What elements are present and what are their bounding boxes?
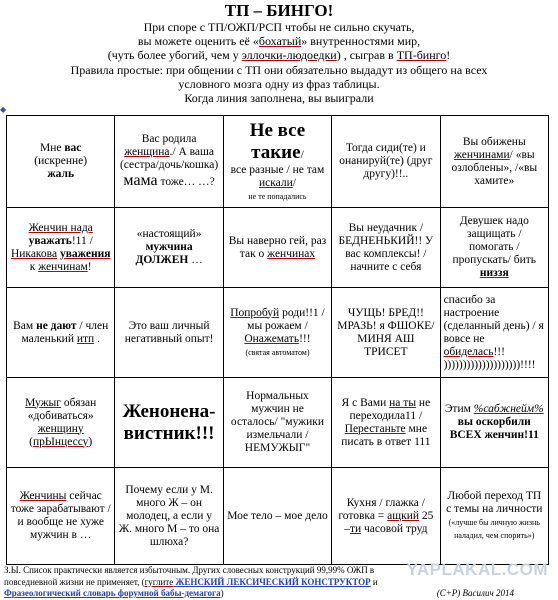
- page-title: ТП – БИНГО!: [224, 1, 334, 20]
- bingo-cell[interactable]: «настоящий» мужчина ДОЛЖЕН …: [115, 208, 223, 288]
- link-phrasebook[interactable]: Фразеологический словарь форумной бабы-демагога: [4, 588, 221, 598]
- bingo-cell[interactable]: Почему если у М. много Ж – он молодец, а если у Ж. много М – то она шлюха?: [115, 468, 223, 565]
- bingo-cell[interactable]: Женонена-вистник!!!: [115, 378, 223, 468]
- bingo-cell[interactable]: спасибо за настроение (сделанный день) / я вовсе не обиделась!!! ))))))))))))))))))))!!!!: [440, 288, 548, 378]
- bingo-cell[interactable]: Нормальных мужчин не осталось/ "мужики измельчали / НЕМУЖЫГ": [223, 378, 331, 468]
- rules-line-1: Правила простые: при общении с ТП они обязательно выдадут из общего на всех: [70, 62, 488, 77]
- watermark-logo: YAPLAKAL.COM: [406, 560, 548, 579]
- bingo-cell[interactable]: Женчины сейчас тоже зарабатывают / и вообще не хуже мужчин в …: [7, 468, 115, 565]
- bingo-cell[interactable]: Этим %сабжнейм% вы оскорбили ВСЕХ женчин!11: [440, 378, 548, 468]
- rules-line-2: условного мозга одну из фраз таблицы.: [178, 76, 380, 91]
- document-header: [0, 0, 558, 116]
- bingo-cell[interactable]: Это ваш личный негативный опыт!: [115, 288, 223, 378]
- bingo-cell[interactable]: Попробуй роди!!1 / мы рожаем / Онажемать!!! (святая автоматом): [223, 288, 331, 378]
- bingo-cell[interactable]: Девушек надо защищать / помогать / пропускать/ бить низзя: [440, 208, 548, 288]
- bingo-cell[interactable]: Не все такие/ все разные / не там искали/ не те попадались: [223, 116, 331, 208]
- anchor-marker: ◆: [0, 105, 7, 114]
- bingo-cell[interactable]: Кухня / глажка / готовка = ащкий 25 –ти часовой труд: [332, 468, 440, 565]
- bingo-cell[interactable]: Я с Вами на ты не переходила11 / Перестаньте мне писать в ответ 111: [332, 378, 440, 468]
- intro-text: При споре с ТП/ОЖП/РСП чтобы не сильно скучать, вы можете оценить её «бохатый» внутренностями мир, (чуть более убогий, чем у эллочки-людоедки) , сыграв в ТП-бинго! Правила простые: при общении с ТП они обязательно выдадут из общего на всех условного мозга одну из фраз таблицы. Когда линия заполнена, вы выиграли: [0, 20, 558, 105]
- bingo-grid: [6, 115, 549, 565]
- bingo-cell[interactable]: ЧУЩЬ! БРЕД!! МРАЗЬ! я ФШОКЕ/ МИНЯ АШ ТРИСЕТ: [332, 288, 440, 378]
- bingo-cell[interactable]: Вы неудачник / БЕДНЕНЬКИЙ!! У вас комплексы! / начните с себя: [332, 208, 440, 288]
- bingo-cell[interactable]: Вы обижены женчинами/ «вы озлоблены», /«вы хамите»: [440, 116, 548, 208]
- bingo-cell[interactable]: Мне вас (искренне) жаль: [7, 116, 115, 208]
- bingo-cell[interactable]: Вы наверно гей, раз так о женчинах: [223, 208, 331, 288]
- bingo-cell[interactable]: Вас родила женщина./ А ваша (сестра/дочь/кошка) мама тоже… …?: [115, 116, 223, 208]
- bingo-cell[interactable]: Вам не дают / член маленький итп .: [7, 288, 115, 378]
- rules-line-3: Когда линия заполнена, вы выиграли: [184, 91, 374, 106]
- link-constructor[interactable]: ЖЕНСКИЙ ЛЕКСИЧЕСКИЙ КОНСТРУКТОР: [173, 576, 371, 587]
- bingo-cell[interactable]: Мое тело – мое дело: [223, 468, 331, 565]
- bingo-cell[interactable]: Женчин нада уважать!11 /Никакова уважения к женчинам!: [7, 208, 115, 288]
- footer-note: З.Ы. Список практически является избыточным. Других словесных конструкций 99,99% ОЖП в повседневной жизни не применяет, (гуглите ЖЕНСКИЙ ЛЕКСИЧЕСКИЙ КОНСТРУКТОР и Фразеологический словарь форумной бабы-демагога) (С+Р) Василич 2014: [4, 565, 514, 598]
- bingo-cell[interactable]: Тогда сиди(те) и онанируй(те) (друг другу)!!..: [332, 116, 440, 208]
- bingo-cell[interactable]: Мужыг обязан «добиваться» женщину (прЫнцессу): [7, 378, 115, 468]
- bingo-cell[interactable]: Любой переход ТП с темы на личности («лучше бы личную жизнь наладил, чем спорить»): [440, 468, 548, 565]
- signature: (С+Р) Василич 2014: [436, 588, 514, 598]
